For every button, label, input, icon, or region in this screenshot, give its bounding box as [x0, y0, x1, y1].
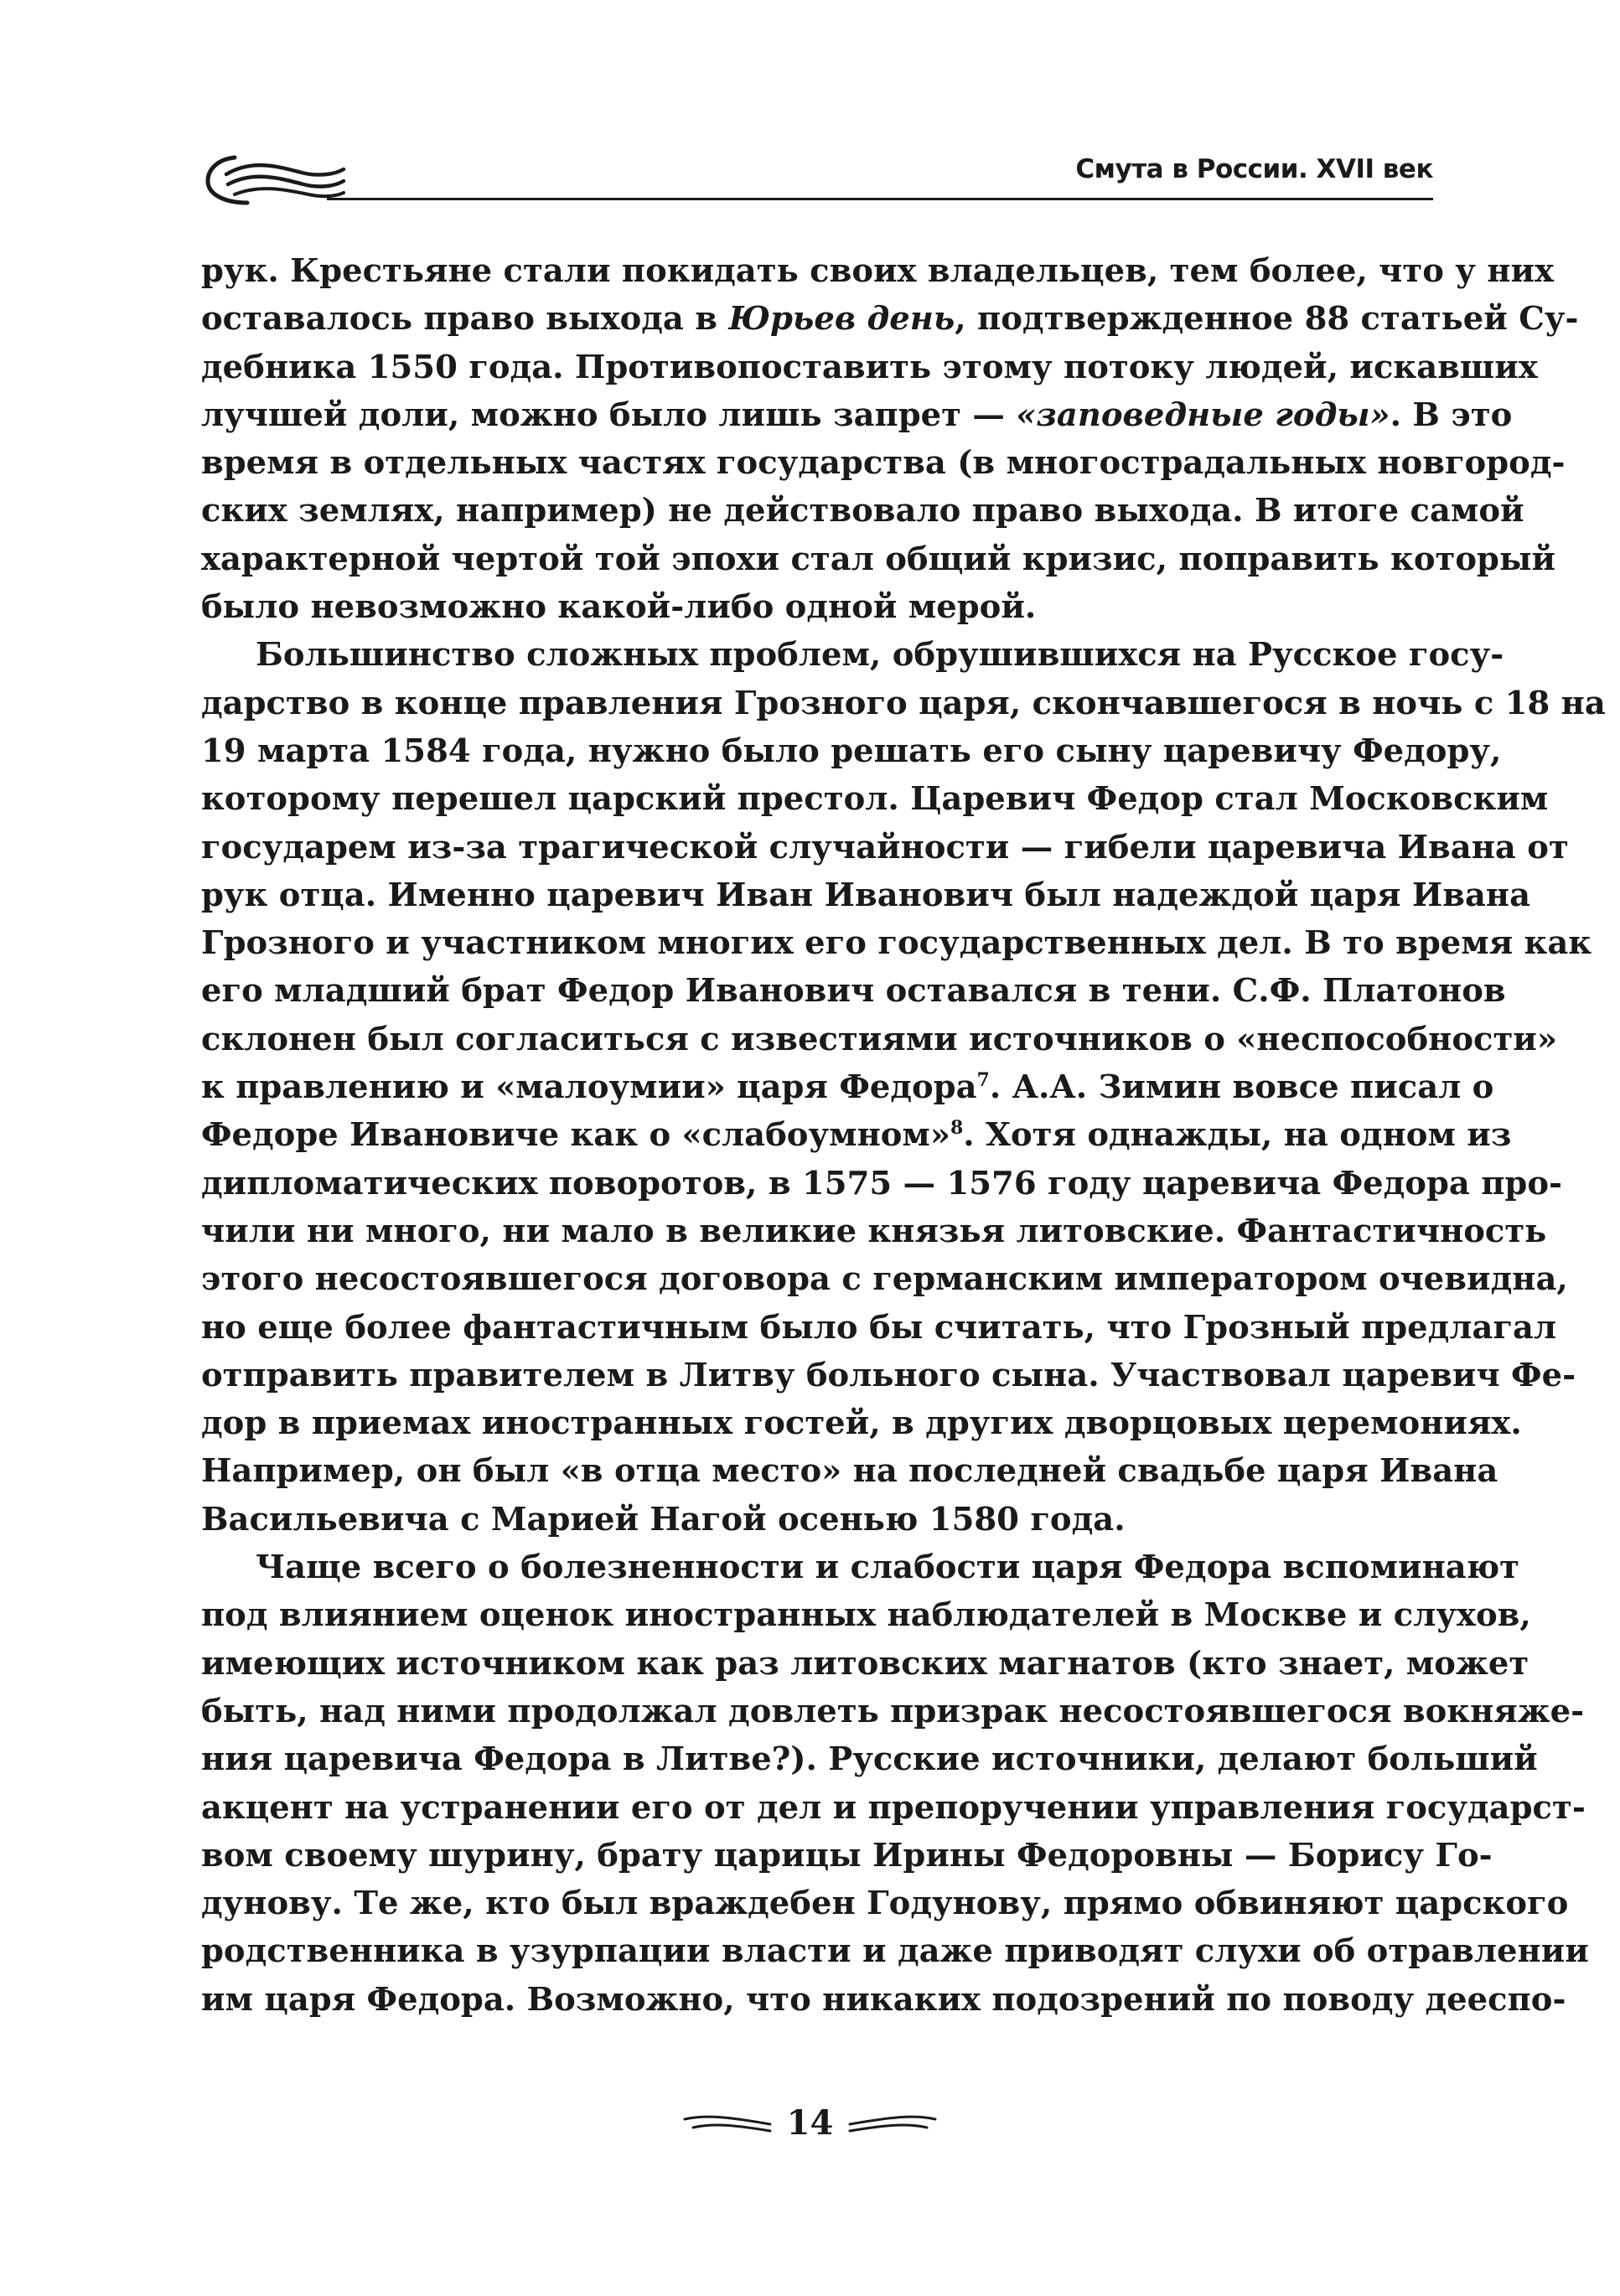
text-line: лучшей доли, можно было лишь запрет — «заповедные годы». В это: [201, 396, 1513, 434]
text-line: дипломатических поворотов, в 1575 — 1576 году царевича Федора про-: [201, 1164, 1563, 1202]
text-line: вом своему шурину, брату царицы Ирины Федоровны — Борису Го-: [201, 1836, 1493, 1875]
wave-ornament-icon: [201, 151, 348, 209]
italic-term: Юрьев день: [728, 300, 955, 339]
text-line: быть, над ними продолжал довлеть призрак несостоявшегося вокняже-: [201, 1692, 1585, 1730]
text-line: имеющих источником как раз литовских магнатов (кто знает, может: [201, 1644, 1529, 1683]
text-line: государем из-за трагической случайности — гибели царевича Ивана от: [201, 828, 1569, 866]
text-line: им царя Федора. Возможно, что никаких подозрений по поводу дееспо-: [201, 1980, 1566, 2019]
text-line: к правлению и «малоумии» царя Федора$^7$. А.А. Зимин вовсе писал о: [201, 1068, 1494, 1107]
text-line: оставалось право выхода в Юрьев день, подтвержденное 88 статьей Су-: [201, 300, 1579, 339]
text-line: ских землях, например) не действовало право выхода. В итоге самой: [201, 492, 1524, 530]
paragraph: [201, 247, 1579, 631]
text-line: этого несостоявшегося договора с германским императором очевидна,: [201, 1260, 1568, 1299]
paragraph: [201, 631, 1606, 1544]
text-line: Грозного и участником многих его государственных дел. В то время как: [201, 924, 1592, 963]
text-line: дарство в конце правления Грозного царя, скончавшегося в ночь с 18 на: [201, 684, 1606, 722]
page-number: 14: [786, 2103, 834, 2143]
text-line: ния царевича Федора в Литве?). Русские источники, делают больший: [201, 1740, 1538, 1779]
text-line: Федоре Ивановиче как о «слабоумном»$^8$. Хотя однажды, на одном из: [201, 1116, 1512, 1155]
text-line: которому перешел царский престол. Царевич Федор стал Московским: [201, 780, 1549, 819]
footnote-ref[interactable]: 7: [976, 1069, 990, 1092]
paragraph: [201, 1544, 1589, 2024]
text-line: время в отдельных частях государства (в многострадальных новгород-: [201, 444, 1566, 483]
text-line: но еще более фантастичным было бы считать, что Грозный предлагал: [201, 1308, 1557, 1347]
text-line: акцент на устранении его от дел и препоручении управления государст-: [201, 1788, 1586, 1827]
text-line: было невозможно какой-либо одной мерой.: [201, 588, 1037, 627]
text-line: Например, он был «в отца место» на последней свадьбе царя Ивана: [201, 1452, 1498, 1491]
text-line: под влиянием оценок иностранных наблюдателей в Москве и слухов,: [201, 1596, 1531, 1635]
text-line: Большинство сложных проблем, обрушившихся на Русское госу-: [256, 636, 1504, 675]
page-header: [201, 142, 1433, 209]
text-line: родственника в узурпации власти и даже приводят слухи об отравлении: [201, 1932, 1589, 1971]
text-line: характерной чертой той эпохи стал общий кризис, поправить который: [201, 540, 1556, 578]
text-line: дор в приемах иностранных гостей, в других дворцовых церемониях.: [201, 1404, 1522, 1443]
text-line: Васильевича с Марией Нагой осенью 1580 года.: [201, 1500, 1126, 1538]
text-line: его младший брат Федор Иванович оставался в тени. С.Ф. Платонов: [201, 972, 1506, 1011]
right-wave-ornament-icon: [846, 2111, 939, 2136]
text-line: рук отца. Именно царевич Иван Иванович был надеждой царя Ивана: [201, 876, 1531, 914]
header-rule: [327, 198, 1433, 200]
body-text: [201, 247, 1606, 2024]
text-line: дебника 1550 года. Противопоставить этому потоку людей, искавших: [201, 348, 1538, 386]
text-line: чили ни много, ни мало в великие князья литовские. Фантастичность: [201, 1212, 1547, 1250]
left-wave-ornament-icon: [681, 2111, 774, 2136]
text-line: дунову. Те же, кто был враждебен Годунову, прямо обвиняют царского: [201, 1885, 1569, 1923]
text-line: 19 марта 1584 года, нужно было решать его сыну царевичу Федору,: [201, 732, 1502, 770]
text-line: отправить правителем в Литву больного сына. Участвовал царевич Фе-: [201, 1356, 1576, 1394]
text-line: рук. Крестьяне стали покидать своих владельцев, тем более, что у них: [201, 252, 1555, 290]
text-line: склонен был согласиться с известиями источников о «неспособности»: [201, 1020, 1557, 1058]
running-head: Смута в России. XVII век: [1075, 154, 1433, 184]
text-line: Чаще всего о болезненности и слабости царя Федора вспоминают: [256, 1549, 1520, 1587]
italic-term: «заповедные годы»: [1016, 396, 1390, 434]
page-footer: [0, 2103, 1620, 2154]
footnote-ref[interactable]: 8: [950, 1117, 964, 1140]
